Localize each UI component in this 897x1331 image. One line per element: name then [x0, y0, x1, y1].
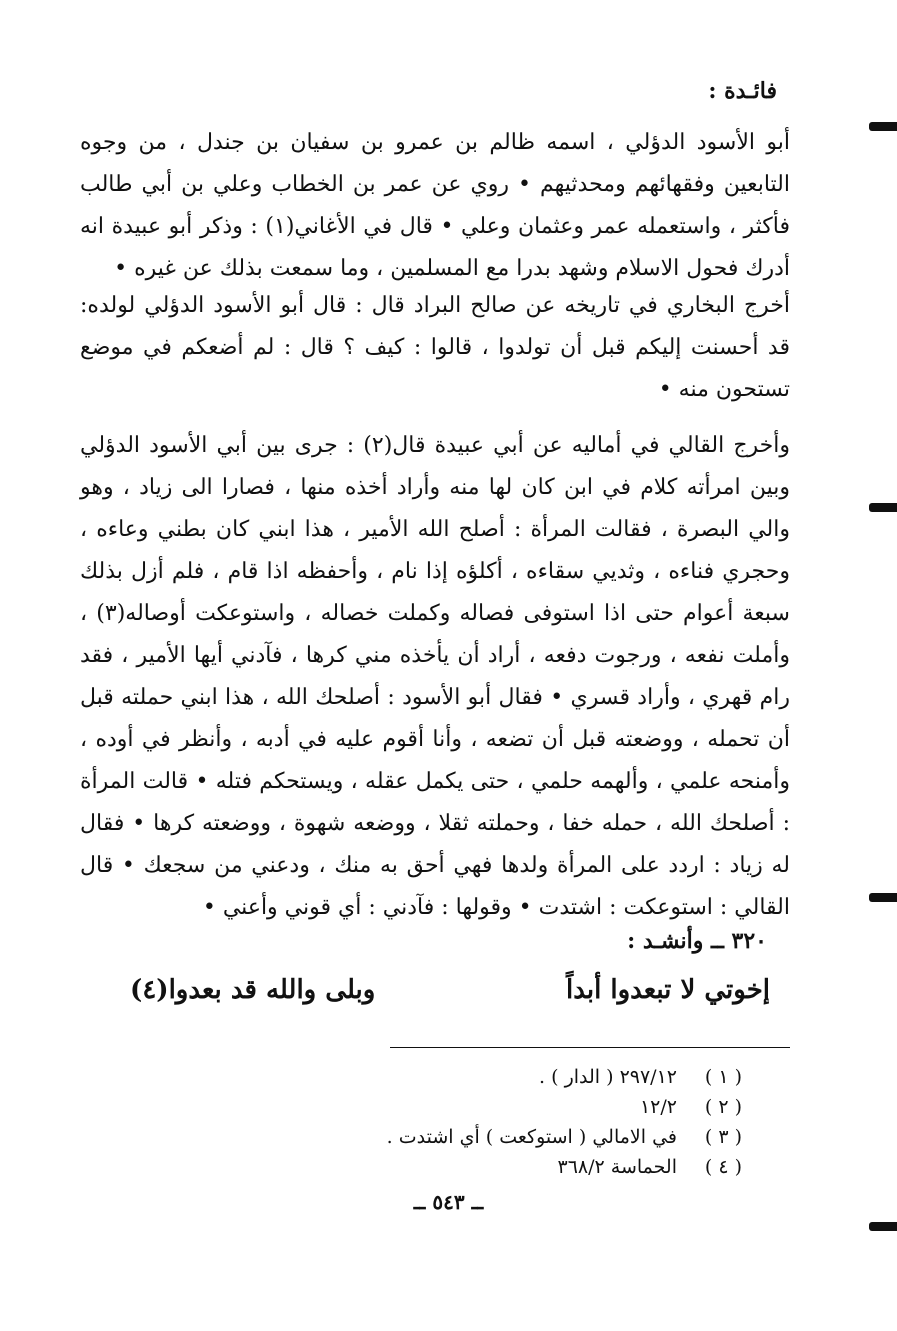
poem-verse: [130, 975, 770, 1025]
scan-edge-mark: [869, 503, 897, 512]
footnote-number: ( ١ ): [704, 1066, 742, 1088]
scan-edge-mark: [869, 122, 897, 131]
footnote-text: الحماسة ٣٦٨/٢: [557, 1156, 677, 1178]
page-number: ــ ٥٤٣ ــ: [413, 1190, 484, 1214]
footnote-text: ١٢/٢: [639, 1096, 677, 1118]
poem-hemistich-1: إخوتي لا تبعدوا أبداً: [565, 975, 770, 1005]
footnote-number: ( ٣ ): [704, 1126, 742, 1148]
footnote: [242, 1092, 742, 1122]
footnote-text: ٢٩٧/١٢ ( الدار ) .: [539, 1066, 677, 1088]
poem-hemistich-2: وبلى والله قد بعدوا(٤): [130, 975, 376, 1005]
footnote-text: في الامالي ( استوكعت ) أي اشتدت .: [386, 1126, 677, 1148]
scan-edge-mark: [869, 1222, 897, 1231]
paragraph-3: [80, 425, 790, 929]
footnotes: [242, 1062, 742, 1182]
paragraph-text: أبو الأسود الدؤلي ، اسمه ظالم بن عمرو بن سفيان بن جندل ، من وجوه التابعين وفقهائهم ومحدثيهم • روي عن عمر بن الخطاب وعلي بن أبي طالب فأكثر ، واستعمله عمر وعثمان وعلي • قال في الأغاني(١) : وذكر أبو عبيدة انه أدرك فحول الاسلام وشهد بدرا مع المسلمين ، وما سمعت بذلك عن غيره •: [80, 130, 790, 281]
paragraph-1: [80, 122, 790, 290]
paragraph-2: [80, 285, 790, 411]
footnote-number: ( ٤ ): [704, 1156, 742, 1178]
section-heading: فائـدة :: [708, 78, 777, 104]
footnote: [242, 1062, 742, 1092]
item-heading: ٣٢٠ ــ وأنشـد :: [627, 928, 767, 954]
footnote: [242, 1122, 742, 1152]
paragraph-text: وأخرج القالي في أماليه عن أبي عبيدة قال(٢) : جرى بين أبي الأسود الدؤلي وبين امرأته كلام في ابن كان لها منه وأراد أخذه منها ، فصارا الى زياد ، وهو والي البصرة ، فقالت المرأة : أصلح الله الأمير ، هذا ابني كان بطني وعاءه ، وحجري فناءه ، وثديي سقاءه ، أكلؤه إذا نام ، وأحفظه اذا قام ، فلم أزل بذلك سبعة أعوام حتى اذا استوفى فصاله وكملت خصاله ، واستوعكت أوصاله(٣) ، وأملت نفعه ، ورجوت دفعه ، أراد أن يأخذه مني كرها ، فآدني أيها الأمير ، فقد رام قهري ، وأراد قسري • فقال أبو الأسود : أصلحك الله ، هذا ابني حملته قبل أن تحمله ، ووضعته قبل أن تضعه ، وأنا أقوم عليه في أدبه ، وأنظر في أوده ، وأمنحه علمي ، وألهمه حلمي ، حتى يكمل عقله ، ويستحكم فتله • قالت المرأة : أصلحك الله ، حمله خفا ، وحملته ثقلا ، ووضعه شهوة ، ووضعته كرها • فقال له زياد : اردد على المرأة ولدها فهي أحق به منك ، ودعني من سجعك • قال القالي : استوعكت : اشتدت • وقولها : فآدني : أي قوني وأعني •: [80, 433, 791, 920]
scan-edge-mark: [869, 893, 897, 902]
paragraph-text: أخرج البخاري في تاريخه عن صالح البراد قال : قال أبو الأسود الدؤلي لولده: قد أحسنت إليكم قبل أن تولدوا ، قالوا : كيف ؟ قال : لم أضعكم في موضع تستحون منه •: [80, 293, 790, 402]
footnote: [242, 1152, 742, 1182]
footnote-number: ( ٢ ): [704, 1096, 742, 1118]
footnote-divider: [390, 1047, 790, 1048]
